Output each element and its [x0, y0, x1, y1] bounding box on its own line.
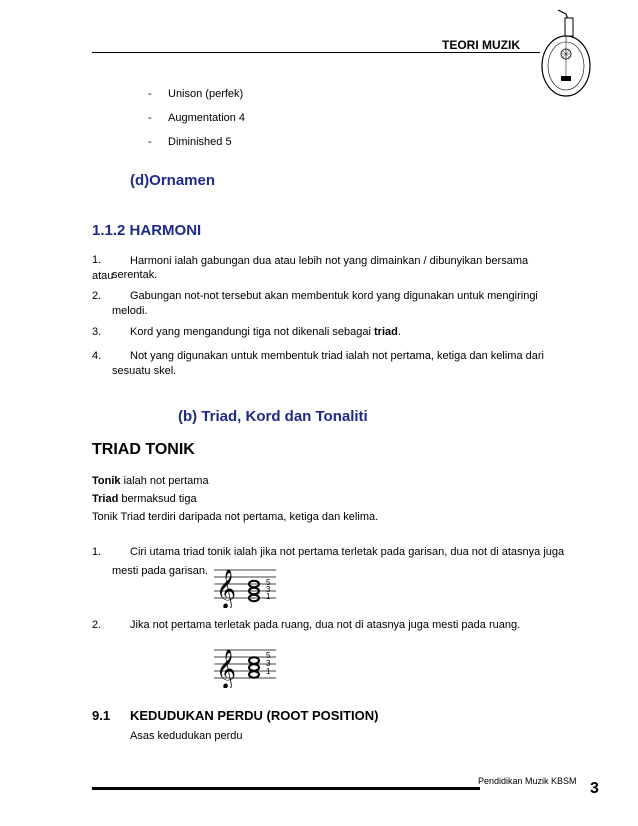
bullet-dash: -: [148, 112, 152, 124]
bullet-item: Augmentation 4: [168, 112, 246, 124]
section-b-label: (b): [178, 408, 198, 425]
section-b-heading: [178, 408, 368, 425]
item-number: 2.: [92, 290, 102, 302]
treble-clef-icon: 𝄞: [216, 649, 237, 688]
def-triad-rest: bermaksud tiga: [118, 493, 197, 505]
item-number: 2.: [92, 619, 102, 631]
figure-num-1: 1: [266, 592, 271, 601]
staff-figure-space-notes: [214, 640, 294, 688]
harmoni-item-2-line2: melodi.: [112, 305, 148, 317]
def-tonik-bold: Tonik: [92, 475, 121, 487]
def-triad-bold: Triad: [92, 493, 119, 505]
item-number: 1.: [92, 546, 102, 558]
harmoni-item-1: [92, 254, 552, 284]
def-tonik: [92, 475, 209, 487]
footer-text: Pendidikan Muzik KBSM: [478, 776, 577, 786]
harmoni-item-4-line1: Not yang digunakan untuk membentuk triad ialah not pertama, ketiga dan kelima dari: [130, 350, 544, 362]
triad-point-1-line2: mesti pada garisan.: [112, 565, 208, 577]
bullet-item: Diminished 5: [168, 136, 232, 148]
page-number: 3: [590, 780, 599, 797]
def-triad: [92, 493, 197, 505]
figure-num-5: 5: [266, 578, 271, 587]
triad-tonik-heading: TRIAD TONIK: [92, 441, 195, 458]
item-number: 3.: [92, 326, 102, 338]
harmoni-item-1-line1: Harmoni ialah gabungan dua atau lebih not yang dimainkan / dibunyikan bersama atau: [92, 255, 529, 282]
header-rule: [92, 52, 540, 53]
harmoni-item-4-line2: sesuatu skel.: [112, 365, 177, 377]
section-91-title: KEDUDUKAN PERDU (ROOT POSITION): [130, 708, 379, 723]
staff-figure-line-notes: [214, 560, 294, 608]
harmoni-item-3-post: .: [397, 326, 401, 338]
section-d-heading: [130, 172, 215, 189]
figure-num-3: 3: [266, 585, 271, 594]
item-number: 1.: [92, 254, 102, 266]
figure-num-3: 3: [266, 659, 271, 668]
item-number: 4.: [92, 350, 102, 362]
lute-icon: [536, 8, 596, 100]
triad-point-2-line1: Jika not pertama terletak pada ruang, dua not di atasnya juga mesti pada ruang.: [130, 619, 521, 631]
section-91-sub: Asas kedudukan perdu: [130, 730, 243, 742]
harmoni-item-3: [130, 326, 401, 338]
def-tonik-rest: ialah not pertama: [120, 475, 209, 487]
harmoni-item-3-bold: triad: [374, 326, 398, 338]
harmoni-item-1-line2: serentak.: [112, 269, 158, 281]
harmoni-item-2-line1: Gabungan not-not tersebut akan membentuk kord yang digunakan untuk mengiringi: [130, 290, 538, 302]
section-91-number: 9.1: [92, 708, 111, 723]
section-d-title: Ornamen: [149, 172, 216, 189]
def-tonik-triad: Tonik Triad terdiri daripada not pertama, ketiga dan kelima.: [92, 511, 379, 523]
header-title: TEORI MUZIK: [442, 38, 520, 52]
bullet-item: Unison (perfek): [168, 88, 244, 100]
section-b-title: Triad, Kord dan Tonaliti: [201, 408, 368, 425]
bullet-dash: -: [148, 136, 152, 148]
figure-num-5: 5: [266, 651, 271, 660]
section-d-label: (d): [130, 172, 150, 189]
harmoni-heading: 1.1.2 HARMONI: [92, 222, 202, 239]
treble-clef-icon: 𝄞: [216, 569, 237, 608]
bullet-dash: -: [148, 88, 152, 100]
figure-num-1: 1: [266, 667, 271, 676]
harmoni-item-3-pre: Kord yang mengandungi tiga not dikenali sebagai: [130, 326, 375, 338]
footer-rule: [92, 787, 480, 790]
triad-point-1-line1: Ciri utama triad tonik ialah jika not pertama terletak pada garisan, dua not di atasnya juga: [130, 546, 565, 558]
